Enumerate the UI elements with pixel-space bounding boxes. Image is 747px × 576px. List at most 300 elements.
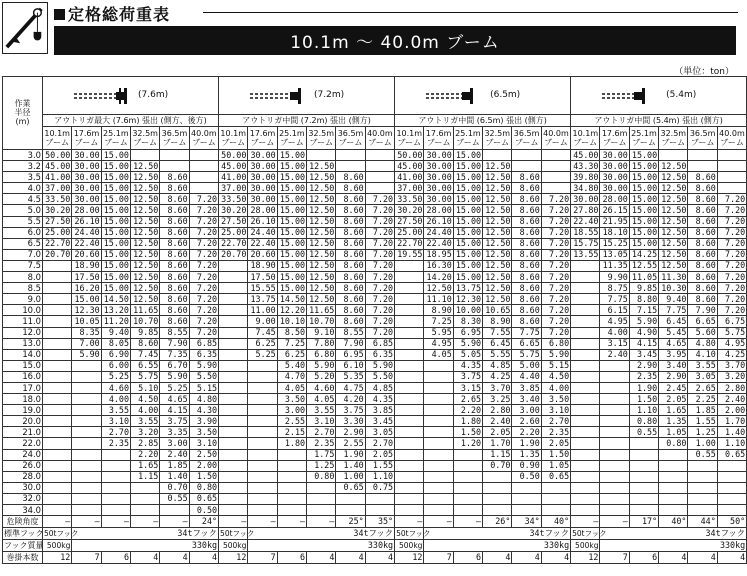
capacity-cell: 19.55 bbox=[395, 249, 424, 260]
capacity-cell bbox=[248, 505, 277, 516]
capacity-cell: 21.95 bbox=[600, 216, 629, 227]
capacity-cell bbox=[395, 493, 424, 504]
capacity-cell bbox=[571, 394, 600, 405]
capacity-cell: 8.60 bbox=[512, 260, 541, 271]
capacity-cell: 8.60 bbox=[160, 227, 189, 238]
capacity-cell: 4.95 bbox=[717, 338, 746, 349]
capacity-cell: 11.65 bbox=[130, 305, 159, 316]
boom-length: 17.6m bbox=[249, 129, 276, 138]
capacity-cell: 30.00 bbox=[72, 161, 101, 172]
capacity-cell: 12.50 bbox=[659, 172, 688, 183]
capacity-cell bbox=[219, 438, 248, 449]
capacity-cell bbox=[248, 405, 277, 416]
capacity-cell: 10.00 bbox=[453, 305, 482, 316]
capacity-cell: 5.90 bbox=[629, 316, 658, 327]
capacity-cell bbox=[600, 493, 629, 504]
danger-angle-cell: 17° bbox=[629, 516, 658, 528]
capacity-cell: 12.50 bbox=[130, 294, 159, 305]
danger-angle-cell: — bbox=[72, 516, 101, 528]
boom-length-header bbox=[395, 127, 424, 150]
capacity-cell: 30.00 bbox=[424, 194, 453, 205]
capacity-cell bbox=[248, 371, 277, 382]
capacity-cell: 12.50 bbox=[130, 238, 159, 249]
capacity-cell: 2.55 bbox=[336, 438, 365, 449]
radius-cell: 9.0 bbox=[3, 294, 43, 305]
hook-mass-50t: 500kg bbox=[219, 540, 248, 552]
capacity-cell: 27.80 bbox=[571, 205, 600, 216]
capacity-cell bbox=[130, 505, 159, 516]
capacity-cell: 15.00 bbox=[629, 194, 658, 205]
capacity-cell: 13.75 bbox=[453, 283, 482, 294]
radius-cell: 12.0 bbox=[3, 327, 43, 338]
wire-count-cell: 4 bbox=[189, 552, 218, 564]
capacity-cell: 2.70 bbox=[101, 427, 130, 438]
capacity-cell: 4.95 bbox=[424, 338, 453, 349]
capacity-cell: 27.50 bbox=[43, 216, 72, 227]
capacity-cell: 15.00 bbox=[629, 238, 658, 249]
wire-count-cell: 7 bbox=[424, 552, 453, 564]
capacity-cell: 1.25 bbox=[307, 460, 336, 471]
capacity-cell: 9.40 bbox=[659, 294, 688, 305]
capacity-cell: 11.20 bbox=[101, 316, 130, 327]
capacity-cell: 3.25 bbox=[483, 394, 512, 405]
capacity-cell: 8.60 bbox=[160, 316, 189, 327]
capacity-cell: 7.20 bbox=[541, 249, 570, 260]
capacity-cell: 8.60 bbox=[336, 260, 365, 271]
capacity-cell bbox=[72, 482, 101, 493]
outrigger-header: アウトリガ中間 (6.5m) 張出 (側方) bbox=[395, 115, 571, 127]
capacity-cell: 12.50 bbox=[307, 227, 336, 238]
hook-50t: 50tフック bbox=[396, 529, 431, 539]
capacity-cell: 20.60 bbox=[248, 249, 277, 260]
capacity-cell: 15.00 bbox=[453, 183, 482, 194]
boom-length: 10.1m bbox=[220, 129, 247, 138]
capacity-cell: 15.00 bbox=[101, 260, 130, 271]
capacity-cell: 6.25 bbox=[248, 338, 277, 349]
capacity-cell: 9.90 bbox=[600, 272, 629, 283]
capacity-cell: 8.55 bbox=[160, 327, 189, 338]
capacity-cell: 1.55 bbox=[365, 460, 394, 471]
capacity-cell bbox=[43, 338, 72, 349]
capacity-cell: 5.90 bbox=[307, 360, 336, 371]
capacity-cell: 24.40 bbox=[248, 227, 277, 238]
capacity-cell: 39.80 bbox=[571, 172, 600, 183]
danger-angle-cell: 40° bbox=[659, 516, 688, 528]
capacity-cell: 8.60 bbox=[160, 238, 189, 249]
capacity-cell bbox=[629, 449, 658, 460]
capacity-cell: 1.10 bbox=[629, 405, 658, 416]
capacity-cell bbox=[248, 427, 277, 438]
capacity-cell bbox=[717, 471, 746, 482]
capacity-cell bbox=[43, 349, 72, 360]
capacity-cell bbox=[395, 482, 424, 493]
capacity-cell: 12.50 bbox=[659, 249, 688, 260]
capacity-cell: 3.95 bbox=[659, 349, 688, 360]
capacity-cell: 15.00 bbox=[629, 161, 658, 172]
capacity-cell bbox=[365, 161, 394, 172]
table-row bbox=[3, 505, 747, 516]
capacity-cell bbox=[629, 493, 658, 504]
capacity-cell bbox=[219, 482, 248, 493]
capacity-cell: 11.00 bbox=[248, 305, 277, 316]
radius-cell: 10.0 bbox=[3, 305, 43, 316]
hook-50t: 50tフック bbox=[220, 529, 255, 539]
capacity-cell: 12.50 bbox=[130, 227, 159, 238]
capacity-cell: 8.50 bbox=[277, 327, 306, 338]
capacity-cell: 15.00 bbox=[629, 205, 658, 216]
capacity-cell: 8.05 bbox=[101, 338, 130, 349]
capacity-cell: 2.15 bbox=[277, 427, 306, 438]
capacity-cell bbox=[395, 394, 424, 405]
capacity-cell: 4.85 bbox=[483, 360, 512, 371]
capacity-cell: 30.20 bbox=[43, 205, 72, 216]
capacity-cell bbox=[43, 405, 72, 416]
capacity-cell: 12.50 bbox=[659, 161, 688, 172]
capacity-cell: 11.30 bbox=[659, 272, 688, 283]
capacity-cell: 12.50 bbox=[130, 283, 159, 294]
capacity-cell: 12.50 bbox=[130, 272, 159, 283]
danger-angle-cell: — bbox=[571, 516, 600, 528]
hook-mass-34t: 330kg bbox=[600, 540, 747, 552]
capacity-cell bbox=[483, 471, 512, 482]
danger-angle-cell: — bbox=[43, 516, 72, 528]
capacity-cell bbox=[600, 416, 629, 427]
capacity-cell bbox=[43, 305, 72, 316]
capacity-cell: 2.70 bbox=[365, 438, 394, 449]
capacity-cell: 15.00 bbox=[277, 216, 306, 227]
capacity-cell: 8.90 bbox=[483, 316, 512, 327]
capacity-cell: 12.50 bbox=[483, 260, 512, 271]
capacity-cell bbox=[43, 471, 72, 482]
capacity-cell: 15.00 bbox=[629, 183, 658, 194]
capacity-cell: 8.60 bbox=[688, 294, 717, 305]
capacity-cell: 6.00 bbox=[101, 360, 130, 371]
boom-length-header bbox=[541, 127, 570, 150]
capacity-cell bbox=[541, 161, 570, 172]
capacity-cell: 1.85 bbox=[688, 405, 717, 416]
capacity-cell: 1.05 bbox=[541, 460, 570, 471]
table-row bbox=[3, 382, 747, 393]
capacity-cell bbox=[688, 493, 717, 504]
capacity-cell: 6.55 bbox=[130, 360, 159, 371]
hook-mass-50t: 500kg bbox=[395, 540, 424, 552]
table-row bbox=[3, 316, 747, 327]
capacity-cell: 7.20 bbox=[365, 283, 394, 294]
capacity-cell: 7.20 bbox=[365, 294, 394, 305]
capacity-cell: 7.20 bbox=[541, 194, 570, 205]
capacity-cell bbox=[395, 371, 424, 382]
capacity-cell: 22.70 bbox=[395, 238, 424, 249]
capacity-cell bbox=[424, 416, 453, 427]
boom-length-header bbox=[629, 127, 658, 150]
capacity-cell: 18.10 bbox=[600, 227, 629, 238]
table-row bbox=[3, 416, 747, 427]
table-row bbox=[3, 260, 747, 271]
capacity-cell bbox=[659, 150, 688, 161]
outrigger-diagram-icon bbox=[424, 86, 488, 106]
boom-length-header bbox=[336, 127, 365, 150]
capacity-cell: 2.00 bbox=[717, 405, 746, 416]
capacity-cell: 2.65 bbox=[688, 382, 717, 393]
capacity-cell bbox=[424, 382, 453, 393]
unit-label: （単位：ton） bbox=[674, 67, 734, 77]
capacity-cell: 0.70 bbox=[160, 482, 189, 493]
capacity-cell: 2.20 bbox=[512, 427, 541, 438]
capacity-cell bbox=[307, 482, 336, 493]
capacity-cell: 4.00 bbox=[541, 382, 570, 393]
capacity-cell bbox=[219, 283, 248, 294]
capacity-cell: 7.20 bbox=[365, 249, 394, 260]
capacity-cell: 3.10 bbox=[541, 405, 570, 416]
capacity-cell: 15.00 bbox=[277, 227, 306, 238]
capacity-cell: 12.50 bbox=[307, 283, 336, 294]
capacity-cell: 4.05 bbox=[307, 394, 336, 405]
wire-count-cell: 4 bbox=[659, 552, 688, 564]
capacity-cell: 7.20 bbox=[365, 194, 394, 205]
capacity-cell bbox=[659, 449, 688, 460]
capacity-cell: 25.00 bbox=[219, 227, 248, 238]
capacity-cell bbox=[219, 294, 248, 305]
table-row bbox=[3, 371, 747, 382]
capacity-cell bbox=[600, 394, 629, 405]
capacity-cell: 18.90 bbox=[72, 260, 101, 271]
capacity-cell: 6.65 bbox=[688, 316, 717, 327]
boom-length: 36.5m bbox=[513, 129, 540, 138]
capacity-cell: 2.90 bbox=[629, 360, 658, 371]
capacity-cell bbox=[72, 505, 101, 516]
capacity-cell: 34.80 bbox=[571, 183, 600, 194]
capacity-cell: 8.60 bbox=[160, 249, 189, 260]
wire-count-cell: 4 bbox=[130, 552, 159, 564]
capacity-cell: 5.90 bbox=[189, 360, 218, 371]
capacity-cell: 1.70 bbox=[717, 416, 746, 427]
capacity-cell: 18.55 bbox=[571, 227, 600, 238]
capacity-cell: 2.05 bbox=[483, 427, 512, 438]
capacity-cell: 4.15 bbox=[629, 338, 658, 349]
boom-word: ブーム bbox=[720, 138, 744, 147]
capacity-cell: 20.70 bbox=[43, 249, 72, 260]
capacity-cell: 7.20 bbox=[189, 238, 218, 249]
capacity-cell: 15.00 bbox=[453, 227, 482, 238]
capacity-cell bbox=[248, 449, 277, 460]
capacity-cell: 12.50 bbox=[483, 227, 512, 238]
capacity-cell: 3.15 bbox=[453, 382, 482, 393]
capacity-cell: 6.70 bbox=[160, 360, 189, 371]
radius-cell: 16.0 bbox=[3, 371, 43, 382]
capacity-cell: 8.75 bbox=[600, 283, 629, 294]
capacity-cell: 12.50 bbox=[130, 205, 159, 216]
table-row bbox=[3, 427, 747, 438]
capacity-cell bbox=[629, 482, 658, 493]
capacity-cell: 12.50 bbox=[130, 216, 159, 227]
capacity-cell: 30.00 bbox=[248, 150, 277, 161]
capacity-cell: 11.10 bbox=[424, 294, 453, 305]
wire-count-cell: 12 bbox=[571, 552, 600, 564]
capacity-cell: 1.90 bbox=[512, 438, 541, 449]
capacity-cell bbox=[248, 438, 277, 449]
capacity-cell: 27.50 bbox=[395, 216, 424, 227]
table-row bbox=[3, 194, 747, 205]
capacity-cell: 30.00 bbox=[248, 172, 277, 183]
capacity-cell: 5.15 bbox=[189, 382, 218, 393]
capacity-cell: 15.00 bbox=[101, 238, 130, 249]
table-row bbox=[3, 405, 747, 416]
boom-word: ブーム bbox=[74, 138, 99, 147]
capacity-cell: 8.60 bbox=[688, 205, 717, 216]
capacity-cell: 1.20 bbox=[453, 438, 482, 449]
capacity-cell bbox=[101, 471, 130, 482]
capacity-cell: 8.60 bbox=[336, 238, 365, 249]
capacity-cell: 4.90 bbox=[629, 327, 658, 338]
capacity-cell bbox=[101, 449, 130, 460]
capacity-cell: 8.60 bbox=[160, 260, 189, 271]
capacity-cell: 15.25 bbox=[600, 238, 629, 249]
hook-50t: 50tフック bbox=[572, 529, 607, 539]
crane-hook-logo bbox=[2, 2, 48, 54]
capacity-cell: 12.50 bbox=[483, 183, 512, 194]
capacity-cell: 6.85 bbox=[189, 338, 218, 349]
capacity-cell: 12.50 bbox=[483, 205, 512, 216]
capacity-cell: 3.00 bbox=[512, 405, 541, 416]
capacity-cell: 7.20 bbox=[541, 305, 570, 316]
capacity-cell: 4.70 bbox=[277, 371, 306, 382]
capacity-cell bbox=[512, 505, 541, 516]
capacity-cell: 4.05 bbox=[424, 349, 453, 360]
radius-cell: 6.0 bbox=[3, 227, 43, 238]
capacity-cell: 0.65 bbox=[336, 482, 365, 493]
capacity-cell: 6.25 bbox=[277, 349, 306, 360]
capacity-cell bbox=[43, 327, 72, 338]
capacity-cell: 3.70 bbox=[717, 360, 746, 371]
capacity-cell: 16.30 bbox=[424, 260, 453, 271]
load-chart-table bbox=[2, 76, 747, 564]
capacity-cell: 0.65 bbox=[541, 471, 570, 482]
capacity-cell: 6.90 bbox=[101, 349, 130, 360]
capacity-cell: 15.00 bbox=[453, 260, 482, 271]
capacity-cell: 12.50 bbox=[307, 294, 336, 305]
capacity-cell: 7.20 bbox=[541, 227, 570, 238]
capacity-cell bbox=[571, 505, 600, 516]
capacity-cell: 33.50 bbox=[43, 194, 72, 205]
capacity-cell: 30.00 bbox=[248, 194, 277, 205]
capacity-cell: 0.55 bbox=[629, 427, 658, 438]
capacity-cell: 30.00 bbox=[600, 183, 629, 194]
capacity-cell: 3.10 bbox=[101, 416, 130, 427]
capacity-cell: 14.25 bbox=[629, 249, 658, 260]
capacity-cell bbox=[571, 360, 600, 371]
boom-word: ブーム bbox=[485, 138, 510, 147]
capacity-cell: 20.70 bbox=[219, 249, 248, 260]
capacity-cell: 1.10 bbox=[717, 438, 746, 449]
capacity-cell: 7.20 bbox=[365, 227, 394, 238]
radius-cell: 19.0 bbox=[3, 405, 43, 416]
capacity-cell: 30.00 bbox=[424, 161, 453, 172]
capacity-cell bbox=[219, 471, 248, 482]
capacity-cell bbox=[43, 482, 72, 493]
outrigger-diagram-icon bbox=[600, 86, 664, 106]
capacity-cell: 6.80 bbox=[541, 338, 570, 349]
table-row bbox=[3, 272, 747, 283]
capacity-cell: 12.50 bbox=[130, 161, 159, 172]
capacity-cell: 7.75 bbox=[659, 305, 688, 316]
capacity-cell bbox=[600, 471, 629, 482]
capacity-cell: 15.00 bbox=[453, 249, 482, 260]
capacity-cell: 7.20 bbox=[365, 272, 394, 283]
radius-cell: 3.5 bbox=[3, 172, 43, 183]
capacity-cell: 10.70 bbox=[130, 316, 159, 327]
capacity-cell: 45.00 bbox=[395, 161, 424, 172]
capacity-cell bbox=[219, 260, 248, 271]
capacity-cell bbox=[219, 460, 248, 471]
capacity-cell: 7.20 bbox=[541, 205, 570, 216]
table-row bbox=[3, 161, 747, 172]
capacity-cell bbox=[248, 360, 277, 371]
capacity-cell: 8.60 bbox=[688, 249, 717, 260]
capacity-cell bbox=[43, 360, 72, 371]
capacity-cell bbox=[453, 505, 482, 516]
capacity-cell: 7.20 bbox=[189, 194, 218, 205]
wire-count-cell: 12 bbox=[395, 552, 424, 564]
danger-angle-cell: — bbox=[600, 516, 629, 528]
capacity-cell: 15.00 bbox=[101, 283, 130, 294]
capacity-cell: 0.65 bbox=[189, 493, 218, 504]
capacity-cell: 2.05 bbox=[541, 438, 570, 449]
capacity-cell: 7.20 bbox=[189, 272, 218, 283]
radius-cell: 15.0 bbox=[3, 360, 43, 371]
capacity-cell bbox=[395, 305, 424, 316]
capacity-cell: 2.35 bbox=[101, 438, 130, 449]
capacity-cell: 8.60 bbox=[688, 260, 717, 271]
capacity-cell: 4.65 bbox=[160, 394, 189, 405]
capacity-cell: 7.20 bbox=[541, 283, 570, 294]
capacity-cell bbox=[659, 493, 688, 504]
hook-mass-label: フック質量 bbox=[4, 541, 44, 551]
capacity-cell: 12.50 bbox=[483, 272, 512, 283]
boom-length: 32.5m bbox=[308, 129, 334, 138]
capacity-cell: 8.60 bbox=[336, 294, 365, 305]
capacity-cell: 3.05 bbox=[365, 427, 394, 438]
capacity-cell: 2.90 bbox=[336, 427, 365, 438]
capacity-cell bbox=[101, 505, 130, 516]
capacity-cell: 7.20 bbox=[541, 316, 570, 327]
capacity-cell bbox=[219, 449, 248, 460]
capacity-cell: 4.35 bbox=[365, 394, 394, 405]
capacity-cell: 7.55 bbox=[483, 327, 512, 338]
capacity-cell: 0.90 bbox=[512, 460, 541, 471]
capacity-cell bbox=[277, 482, 306, 493]
capacity-cell bbox=[189, 172, 218, 183]
capacity-cell bbox=[629, 471, 658, 482]
capacity-cell bbox=[717, 460, 746, 471]
capacity-cell bbox=[717, 172, 746, 183]
capacity-cell bbox=[101, 482, 130, 493]
capacity-cell: 15.55 bbox=[248, 283, 277, 294]
capacity-cell bbox=[571, 438, 600, 449]
capacity-cell: 15.00 bbox=[101, 194, 130, 205]
capacity-cell: 1.55 bbox=[688, 416, 717, 427]
capacity-cell: 2.05 bbox=[659, 394, 688, 405]
capacity-cell: 8.60 bbox=[512, 249, 541, 260]
capacity-cell: 3.75 bbox=[160, 416, 189, 427]
boom-word: ブーム bbox=[368, 138, 392, 147]
capacity-cell: 15.00 bbox=[277, 283, 306, 294]
capacity-cell: 0.70 bbox=[483, 460, 512, 471]
capacity-cell: 30.00 bbox=[248, 161, 277, 172]
capacity-cell: 0.75 bbox=[365, 482, 394, 493]
capacity-cell: 12.50 bbox=[483, 194, 512, 205]
boom-length: 40.0m bbox=[367, 129, 393, 138]
capacity-cell: 5.25 bbox=[160, 382, 189, 393]
